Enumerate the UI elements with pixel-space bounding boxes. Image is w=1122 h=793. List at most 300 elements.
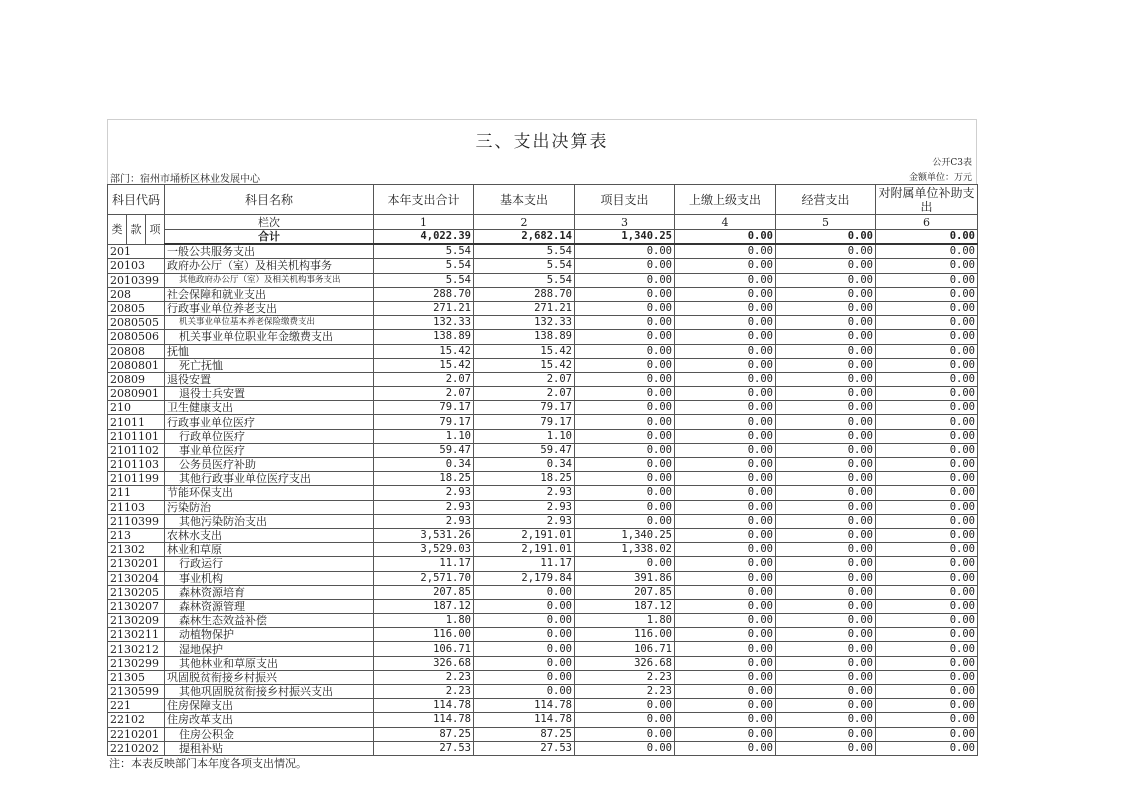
total-value: 2,682.14: [474, 230, 575, 245]
amount-cell: 0.00: [876, 685, 978, 699]
header-upper: 上缴上级支出: [675, 185, 776, 215]
table-row: [108, 571, 978, 585]
subject-code: 22102: [108, 713, 165, 727]
amount-cell: 0.00: [474, 670, 575, 684]
subject-code: 20809: [108, 372, 165, 386]
subject-code: 2130204: [108, 571, 165, 585]
amount-cell: 2.93: [374, 500, 474, 514]
amount-cell: 114.78: [374, 699, 474, 713]
subject-name: 提租补贴: [165, 741, 374, 755]
amount-cell: 0.00: [776, 557, 876, 571]
column-number-row: [108, 215, 978, 230]
header-basic: 基本支出: [474, 185, 575, 215]
amount-cell: 2.07: [374, 372, 474, 386]
amount-cell: 0.00: [876, 614, 978, 628]
amount-cell: 0.00: [675, 727, 776, 741]
amount-cell: 138.89: [474, 330, 575, 344]
amount-cell: 0.00: [675, 387, 776, 401]
amount-cell: 0.00: [876, 741, 978, 755]
subject-name: 住房公积金: [165, 727, 374, 741]
amount-cell: 0.00: [876, 387, 978, 401]
amount-cell: 0.00: [575, 514, 675, 528]
amount-cell: 1,338.02: [575, 543, 675, 557]
amount-cell: 0.00: [776, 316, 876, 330]
amount-cell: 0.00: [675, 628, 776, 642]
amount-cell: 18.25: [474, 472, 575, 486]
amount-cell: 132.33: [474, 316, 575, 330]
amount-cell: 114.78: [474, 699, 575, 713]
subject-code: 2080505: [108, 316, 165, 330]
amount-cell: 0.00: [474, 599, 575, 613]
amount-cell: 0.00: [776, 358, 876, 372]
amount-cell: 0.00: [575, 741, 675, 755]
subject-code: 21103: [108, 500, 165, 514]
table-row: [108, 443, 978, 457]
amount-cell: 15.42: [374, 344, 474, 358]
subject-code: 2110399: [108, 514, 165, 528]
amount-cell: 18.25: [374, 472, 474, 486]
subject-code: 2101103: [108, 458, 165, 472]
subject-code: 210: [108, 401, 165, 415]
amount-cell: 0.00: [776, 713, 876, 727]
amount-cell: 0.00: [776, 528, 876, 542]
subject-code: 21305: [108, 670, 165, 684]
col-num-2: 2: [474, 215, 575, 230]
table-row: [108, 670, 978, 684]
amount-cell: 0.00: [876, 486, 978, 500]
subject-code: 2010399: [108, 273, 165, 287]
amount-cell: 0.00: [675, 599, 776, 613]
amount-cell: 132.33: [374, 316, 474, 330]
table-row: [108, 500, 978, 514]
subject-name: 湿地保护: [165, 642, 374, 656]
table-code: 公开C3表: [932, 158, 972, 168]
subject-name: 行政事业单位养老支出: [165, 301, 374, 315]
amount-cell: 0.00: [575, 557, 675, 571]
amount-cell: 0.00: [876, 244, 978, 259]
amount-cell: 0.00: [876, 571, 978, 585]
amount-cell: 0.00: [776, 273, 876, 287]
amount-cell: 2.07: [474, 387, 575, 401]
amount-cell: 0.00: [776, 500, 876, 514]
header-subsidy: 对附属单位补助支出: [876, 185, 978, 215]
subject-code: 208: [108, 287, 165, 301]
col-num-3: 3: [575, 215, 675, 230]
amount-cell: 0.00: [575, 273, 675, 287]
amount-cell: 1.80: [575, 614, 675, 628]
table-row: [108, 429, 978, 443]
subject-name: 森林资源培育: [165, 585, 374, 599]
amount-cell: 0.00: [675, 344, 776, 358]
amount-cell: 0.00: [876, 543, 978, 557]
amount-cell: 0.00: [876, 557, 978, 571]
amount-cell: 2.93: [474, 486, 575, 500]
amount-cell: 0.00: [675, 500, 776, 514]
table-row: [108, 614, 978, 628]
table-row: [108, 486, 978, 500]
subject-code: 2130212: [108, 642, 165, 656]
amount-cell: 0.00: [776, 472, 876, 486]
subject-name: 动植物保护: [165, 628, 374, 642]
amount-cell: 0.00: [776, 372, 876, 386]
table-row: [108, 628, 978, 642]
amount-cell: 0.00: [675, 372, 776, 386]
subject-code: 2130201: [108, 557, 165, 571]
table-row: [108, 387, 978, 401]
total-value: 0.00: [675, 230, 776, 245]
amount-cell: 0.00: [474, 614, 575, 628]
amount-cell: 0.00: [876, 415, 978, 429]
subject-code: 213: [108, 528, 165, 542]
header-subject-name: 科目名称: [165, 185, 374, 215]
amount-cell: 0.00: [776, 443, 876, 457]
subject-name: 社会保障和就业支出: [165, 287, 374, 301]
amount-cell: 0.00: [776, 741, 876, 755]
subject-code: 2130299: [108, 656, 165, 670]
col-num-6: 6: [876, 215, 978, 230]
amount-cell: 0.00: [675, 244, 776, 259]
amount-cell: 0.00: [675, 514, 776, 528]
table-row: [108, 244, 978, 259]
amount-cell: 0.00: [575, 500, 675, 514]
col-num-1: 1: [374, 215, 474, 230]
amount-cell: 288.70: [374, 287, 474, 301]
amount-cell: 207.85: [575, 585, 675, 599]
subject-name: 行政运行: [165, 557, 374, 571]
amount-cell: 0.00: [876, 514, 978, 528]
table-row: [108, 599, 978, 613]
subject-code: 2210202: [108, 741, 165, 755]
subject-name: 退役安置: [165, 372, 374, 386]
amount-cell: 116.00: [575, 628, 675, 642]
subject-code: 20805: [108, 301, 165, 315]
subject-code: 21302: [108, 543, 165, 557]
subject-code: 2101199: [108, 472, 165, 486]
amount-cell: 0.00: [776, 458, 876, 472]
subject-name: 森林生态效益补偿: [165, 614, 374, 628]
subject-name: 森林资源管理: [165, 599, 374, 613]
subject-name: 事业机构: [165, 571, 374, 585]
table-row: [108, 458, 978, 472]
subject-code: 20103: [108, 259, 165, 273]
subject-code: 2130205: [108, 585, 165, 599]
amount-cell: 116.00: [374, 628, 474, 642]
subject-name: 事业单位医疗: [165, 443, 374, 457]
amount-cell: 79.17: [474, 415, 575, 429]
table-row: [108, 656, 978, 670]
amount-cell: 2.23: [374, 685, 474, 699]
amount-cell: 0.00: [575, 443, 675, 457]
amount-cell: 0.00: [575, 372, 675, 386]
amount-cell: 79.17: [474, 401, 575, 415]
amount-cell: 0.00: [675, 273, 776, 287]
amount-cell: 3,531.26: [374, 528, 474, 542]
amount-cell: 0.00: [776, 699, 876, 713]
amount-cell: 0.00: [675, 685, 776, 699]
amount-cell: 0.00: [675, 472, 776, 486]
amount-cell: 288.70: [474, 287, 575, 301]
table-row: [108, 727, 978, 741]
amount-cell: 0.00: [876, 401, 978, 415]
amount-cell: 0.00: [776, 415, 876, 429]
subject-name: 其他巩固脱贫衔接乡村振兴支出: [165, 685, 374, 699]
subject-code: 2101102: [108, 443, 165, 457]
amount-cell: 27.53: [374, 741, 474, 755]
amount-cell: 0.00: [776, 543, 876, 557]
amount-cell: 0.00: [876, 528, 978, 542]
amount-cell: 0.00: [776, 670, 876, 684]
subject-name: 公务员医疗补助: [165, 458, 374, 472]
amount-cell: 187.12: [374, 599, 474, 613]
total-value: 0.00: [876, 230, 978, 245]
amount-cell: 0.00: [776, 614, 876, 628]
amount-cell: 0.00: [776, 642, 876, 656]
amount-cell: 0.00: [776, 259, 876, 273]
amount-cell: 0.00: [876, 443, 978, 457]
amount-cell: 1.80: [374, 614, 474, 628]
amount-cell: 0.00: [575, 301, 675, 315]
amount-cell: 59.47: [474, 443, 575, 457]
subject-code: 2080901: [108, 387, 165, 401]
amount-cell: 2.07: [374, 387, 474, 401]
amount-cell: 0.00: [776, 727, 876, 741]
amount-cell: 15.42: [374, 358, 474, 372]
amount-cell: 0.00: [776, 585, 876, 599]
amount-cell: 15.42: [474, 344, 575, 358]
table-row: [108, 415, 978, 429]
table-row: [108, 273, 978, 287]
header-total: 本年支出合计: [374, 185, 474, 215]
table-row: [108, 316, 978, 330]
amount-cell: 0.00: [776, 429, 876, 443]
total-value: 0.00: [776, 230, 876, 245]
subject-name: 行政事业单位医疗: [165, 415, 374, 429]
amount-cell: 0.00: [876, 330, 978, 344]
amount-cell: 5.54: [474, 273, 575, 287]
amount-cell: 106.71: [374, 642, 474, 656]
amount-cell: 0.00: [575, 287, 675, 301]
amount-cell: 5.54: [374, 244, 474, 259]
unit-label: 金额单位：万元: [908, 173, 972, 183]
amount-cell: 0.00: [575, 472, 675, 486]
amount-cell: 114.78: [374, 713, 474, 727]
amount-cell: 0.00: [675, 486, 776, 500]
amount-cell: 0.00: [675, 358, 776, 372]
table-row: [108, 585, 978, 599]
col-num-4: 4: [675, 215, 776, 230]
total-row: [108, 230, 978, 245]
amount-cell: 0.00: [876, 642, 978, 656]
amount-cell: 0.00: [675, 557, 776, 571]
subject-name: 政府办公厅（室）及相关机构事务: [165, 259, 374, 273]
subject-name: 退役士兵安置: [165, 387, 374, 401]
subject-name: 其他污染防治支出: [165, 514, 374, 528]
subject-name: 一般公共服务支出: [165, 244, 374, 259]
amount-cell: 0.00: [776, 301, 876, 315]
amount-cell: 0.00: [575, 244, 675, 259]
subject-code: 221: [108, 699, 165, 713]
amount-cell: 0.00: [776, 387, 876, 401]
subject-code: 201: [108, 244, 165, 259]
amount-cell: 326.68: [374, 656, 474, 670]
amount-cell: 271.21: [474, 301, 575, 315]
amount-cell: 2.07: [474, 372, 575, 386]
table-row: [108, 713, 978, 727]
amount-cell: 0.00: [876, 713, 978, 727]
col-num-5: 5: [776, 215, 876, 230]
amount-cell: 87.25: [474, 727, 575, 741]
header-xiang: 项: [146, 215, 165, 245]
amount-cell: 0.00: [675, 316, 776, 330]
subject-code: 2130209: [108, 614, 165, 628]
page-title: 三、支出决算表: [107, 119, 977, 152]
subject-code: 20808: [108, 344, 165, 358]
amount-cell: 0.00: [876, 344, 978, 358]
subject-code: 2101101: [108, 429, 165, 443]
department-row: [107, 170, 977, 184]
amount-cell: 2.93: [374, 486, 474, 500]
amount-cell: 0.00: [876, 372, 978, 386]
amount-cell: 0.00: [776, 656, 876, 670]
amount-cell: 326.68: [575, 656, 675, 670]
amount-cell: 0.00: [575, 401, 675, 415]
amount-cell: 2.23: [575, 685, 675, 699]
amount-cell: 0.00: [675, 741, 776, 755]
amount-cell: 0.00: [876, 301, 978, 315]
subject-name: 污染防治: [165, 500, 374, 514]
table-row: [108, 741, 978, 755]
amount-cell: 0.00: [575, 429, 675, 443]
header-lei: 类: [108, 215, 127, 245]
table-row: [108, 401, 978, 415]
table-row: [108, 514, 978, 528]
subject-code: 2130211: [108, 628, 165, 642]
amount-cell: 0.00: [776, 514, 876, 528]
amount-cell: 0.00: [675, 330, 776, 344]
amount-cell: 11.17: [374, 557, 474, 571]
amount-cell: 0.00: [575, 316, 675, 330]
subject-name: 住房保障支出: [165, 699, 374, 713]
amount-cell: 0.00: [675, 528, 776, 542]
header-business: 经营支出: [776, 185, 876, 215]
total-label: 合计: [165, 230, 374, 245]
subject-code: 2080801: [108, 358, 165, 372]
amount-cell: 79.17: [374, 415, 474, 429]
table-row: [108, 358, 978, 372]
amount-cell: 2,191.01: [474, 543, 575, 557]
table-row: [108, 372, 978, 386]
table-row: [108, 472, 978, 486]
amount-cell: 0.00: [876, 358, 978, 372]
amount-cell: 0.00: [876, 259, 978, 273]
amount-cell: 5.54: [374, 259, 474, 273]
amount-cell: 5.54: [474, 244, 575, 259]
department-label: 部门：宿州市埇桥区林业发展中心: [110, 174, 260, 185]
subject-name: 巩固脱贫衔接乡村振兴: [165, 670, 374, 684]
amount-cell: 391.86: [575, 571, 675, 585]
total-value: 4,022.39: [374, 230, 474, 245]
amount-cell: 0.00: [675, 571, 776, 585]
amount-cell: 0.00: [876, 429, 978, 443]
amount-cell: 2,191.01: [474, 528, 575, 542]
amount-cell: 0.00: [776, 685, 876, 699]
amount-cell: 0.00: [474, 585, 575, 599]
table-row: [108, 557, 978, 571]
amount-cell: 0.00: [776, 486, 876, 500]
amount-cell: 2.23: [575, 670, 675, 684]
amount-cell: 0.00: [876, 458, 978, 472]
table-row: [108, 543, 978, 557]
amount-cell: 0.00: [876, 273, 978, 287]
amount-cell: 0.34: [374, 458, 474, 472]
amount-cell: 0.00: [876, 500, 978, 514]
amount-cell: 15.42: [474, 358, 575, 372]
subject-name: 机关事业单位职业年金缴费支出: [165, 330, 374, 344]
amount-cell: 0.00: [675, 415, 776, 429]
amount-cell: 0.00: [675, 429, 776, 443]
amount-cell: 0.00: [675, 699, 776, 713]
amount-cell: 0.00: [575, 358, 675, 372]
table-row: [108, 699, 978, 713]
subject-code: 2130599: [108, 685, 165, 699]
amount-cell: 59.47: [374, 443, 474, 457]
amount-cell: 0.00: [675, 259, 776, 273]
amount-cell: 0.00: [575, 727, 675, 741]
amount-cell: 1,340.25: [575, 528, 675, 542]
table-code-row: [107, 152, 977, 170]
amount-cell: 0.00: [776, 287, 876, 301]
amount-cell: 0.00: [474, 656, 575, 670]
subject-name: 卫生健康支出: [165, 401, 374, 415]
amount-cell: 106.71: [575, 642, 675, 656]
amount-cell: 0.00: [575, 344, 675, 358]
amount-cell: 0.00: [675, 713, 776, 727]
amount-cell: 11.17: [474, 557, 575, 571]
amount-cell: 2,179.84: [474, 571, 575, 585]
table-note: 注：本表反映部门本年度各项支出情况。: [109, 756, 307, 770]
amount-cell: 0.00: [675, 458, 776, 472]
subject-name: 住房改革支出: [165, 713, 374, 727]
subject-name: 行政单位医疗: [165, 429, 374, 443]
amount-cell: 0.00: [776, 599, 876, 613]
amount-cell: 2.23: [374, 670, 474, 684]
amount-cell: 0.00: [876, 599, 978, 613]
header-kuan: 款: [127, 215, 146, 245]
subject-code: 2130207: [108, 599, 165, 613]
amount-cell: 0.00: [675, 614, 776, 628]
total-value: 1,340.25: [575, 230, 675, 245]
amount-cell: 0.00: [575, 330, 675, 344]
amount-cell: 0.00: [876, 699, 978, 713]
header-row: [108, 185, 978, 215]
amount-cell: 271.21: [374, 301, 474, 315]
subject-name: 死亡抚恤: [165, 358, 374, 372]
amount-cell: 0.00: [675, 543, 776, 557]
amount-cell: 2.93: [374, 514, 474, 528]
amount-cell: 27.53: [474, 741, 575, 755]
subject-name: 抚恤: [165, 344, 374, 358]
subject-code: 211: [108, 486, 165, 500]
amount-cell: 0.00: [575, 699, 675, 713]
amount-cell: 114.78: [474, 713, 575, 727]
subject-name: 农林水支出: [165, 528, 374, 542]
subject-name: 节能环保支出: [165, 486, 374, 500]
table-row: [108, 642, 978, 656]
table-row: [108, 287, 978, 301]
amount-cell: 1.10: [474, 429, 575, 443]
amount-cell: 0.00: [675, 301, 776, 315]
amount-cell: 0.00: [776, 571, 876, 585]
